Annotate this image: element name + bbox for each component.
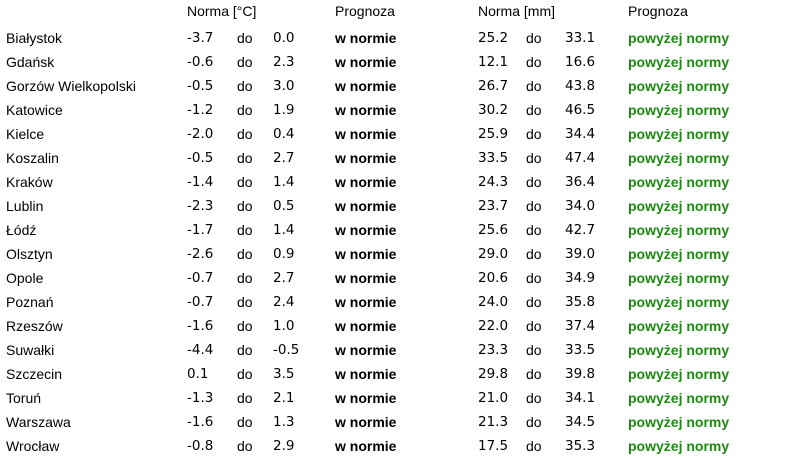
precipitation-range-separator: do — [526, 30, 542, 46]
temperature-range-separator: do — [237, 222, 253, 238]
precipitation-forecast: powyżej normy — [628, 54, 730, 70]
temperature-norm-min: -0.7 — [187, 270, 214, 286]
temperature-norm-min: 0.1 — [187, 366, 209, 382]
temperature-norm-max: 1.4 — [273, 222, 295, 238]
header-temperature-forecast: Prognoza — [335, 3, 395, 19]
temperature-range-separator: do — [237, 294, 253, 310]
city-name: Wrocław — [6, 438, 60, 454]
temperature-range-separator: do — [237, 102, 253, 118]
precipitation-forecast: powyżej normy — [628, 30, 730, 46]
table-row — [0, 242, 800, 266]
precipitation-forecast: powyżej normy — [628, 174, 730, 190]
precipitation-range-separator: do — [526, 366, 542, 382]
temperature-range-separator: do — [237, 198, 253, 214]
temperature-range-separator: do — [237, 150, 253, 166]
temperature-norm-min: -1.4 — [187, 174, 214, 190]
precipitation-forecast: powyżej normy — [628, 222, 730, 238]
temperature-norm-max: 3.5 — [273, 366, 295, 382]
temperature-norm-min: -1.2 — [187, 102, 214, 118]
city-name: Poznań — [6, 294, 54, 310]
precipitation-norm-min: 25.2 — [478, 30, 509, 46]
table-row — [0, 410, 800, 434]
temperature-range-separator: do — [237, 126, 253, 142]
precipitation-forecast: powyżej normy — [628, 318, 730, 334]
temperature-range-separator: do — [237, 78, 253, 94]
precipitation-norm-max: 33.1 — [565, 30, 596, 46]
table-body — [0, 26, 800, 458]
city-name: Olsztyn — [6, 246, 53, 262]
temperature-forecast: w normie — [335, 294, 397, 310]
table-row — [0, 218, 800, 242]
precipitation-norm-max: 33.5 — [565, 342, 596, 358]
temperature-range-separator: do — [237, 270, 253, 286]
precipitation-norm-max: 35.3 — [565, 438, 596, 454]
city-name: Gorzów Wielkopolski — [6, 78, 136, 94]
table-row — [0, 362, 800, 386]
header-precipitation-forecast: Prognoza — [628, 3, 688, 19]
temperature-norm-min: -2.3 — [187, 198, 214, 214]
temperature-forecast: w normie — [335, 270, 397, 286]
precipitation-forecast: powyżej normy — [628, 150, 730, 166]
city-name: Lublin — [6, 198, 44, 214]
temperature-forecast: w normie — [335, 246, 397, 262]
precipitation-range-separator: do — [526, 78, 542, 94]
temperature-forecast: w normie — [335, 54, 397, 70]
table-row — [0, 434, 800, 458]
temperature-forecast: w normie — [335, 342, 397, 358]
city-name: Szczecin — [6, 366, 63, 382]
temperature-norm-max: 2.3 — [273, 54, 295, 70]
precipitation-norm-max: 16.6 — [565, 54, 596, 70]
temperature-norm-max: 2.9 — [273, 438, 295, 454]
temperature-forecast: w normie — [335, 390, 397, 406]
temperature-norm-min: -1.3 — [187, 390, 214, 406]
precipitation-forecast: powyżej normy — [628, 102, 730, 118]
temperature-norm-max: 3.0 — [273, 78, 295, 94]
temperature-norm-min: -0.8 — [187, 438, 214, 454]
city-name: Koszalin — [6, 150, 59, 166]
temperature-forecast: w normie — [335, 78, 397, 94]
table-row — [0, 170, 800, 194]
temperature-forecast: w normie — [335, 30, 397, 46]
temperature-norm-min: -1.6 — [187, 318, 214, 334]
temperature-range-separator: do — [237, 366, 253, 382]
precipitation-range-separator: do — [526, 294, 542, 310]
precipitation-range-separator: do — [526, 222, 542, 238]
precipitation-norm-max: 39.0 — [565, 246, 596, 262]
precipitation-range-separator: do — [526, 390, 542, 406]
precipitation-forecast: powyżej normy — [628, 342, 730, 358]
table-row — [0, 122, 800, 146]
precipitation-range-separator: do — [526, 54, 542, 70]
city-name: Toruń — [6, 390, 42, 406]
table-row — [0, 26, 800, 50]
city-name: Warszawa — [6, 414, 71, 430]
precipitation-forecast: powyżej normy — [628, 294, 730, 310]
precipitation-range-separator: do — [526, 318, 542, 334]
city-name: Kielce — [6, 126, 45, 142]
table-row — [0, 98, 800, 122]
precipitation-forecast: powyżej normy — [628, 414, 730, 430]
precipitation-norm-max: 34.1 — [565, 390, 596, 406]
header-precipitation-norm: Norma [mm] — [478, 3, 555, 19]
precipitation-norm-min: 23.7 — [478, 198, 509, 214]
temperature-norm-min: -1.6 — [187, 414, 214, 430]
temperature-range-separator: do — [237, 30, 253, 46]
precipitation-norm-min: 24.0 — [478, 294, 509, 310]
temperature-norm-min: -3.7 — [187, 30, 214, 46]
temperature-forecast: w normie — [335, 198, 397, 214]
precipitation-norm-min: 21.0 — [478, 390, 509, 406]
precipitation-range-separator: do — [526, 414, 542, 430]
precipitation-norm-max: 47.4 — [565, 150, 596, 166]
temperature-norm-min: -0.5 — [187, 150, 214, 166]
precipitation-forecast: powyżej normy — [628, 366, 730, 382]
precipitation-norm-min: 33.5 — [478, 150, 509, 166]
temperature-norm-min: -0.5 — [187, 78, 214, 94]
temperature-norm-max: 1.0 — [273, 318, 295, 334]
temperature-forecast: w normie — [335, 366, 397, 382]
temperature-forecast: w normie — [335, 438, 397, 454]
precipitation-range-separator: do — [526, 438, 542, 454]
precipitation-range-separator: do — [526, 102, 542, 118]
table-row — [0, 146, 800, 170]
precipitation-norm-max: 42.7 — [565, 222, 596, 238]
precipitation-norm-min: 25.6 — [478, 222, 509, 238]
temperature-norm-min: -0.6 — [187, 54, 214, 70]
city-name: Białystok — [6, 30, 63, 46]
precipitation-forecast: powyżej normy — [628, 126, 730, 142]
precipitation-norm-min: 22.0 — [478, 318, 509, 334]
precipitation-norm-min: 12.1 — [478, 54, 509, 70]
precipitation-norm-min: 24.3 — [478, 174, 509, 190]
precipitation-norm-min: 21.3 — [478, 414, 509, 430]
temperature-norm-max: 0.9 — [273, 246, 295, 262]
temperature-forecast: w normie — [335, 174, 397, 190]
temperature-norm-min: -1.7 — [187, 222, 214, 238]
table-row — [0, 194, 800, 218]
temperature-range-separator: do — [237, 318, 253, 334]
precipitation-range-separator: do — [526, 198, 542, 214]
precipitation-range-separator: do — [526, 342, 542, 358]
precipitation-norm-min: 25.9 — [478, 126, 509, 142]
precipitation-norm-max: 37.4 — [565, 318, 596, 334]
precipitation-forecast: powyżej normy — [628, 270, 730, 286]
temperature-norm-max: 2.4 — [273, 294, 295, 310]
table-row — [0, 50, 800, 74]
table-row — [0, 338, 800, 362]
city-name: Łódź — [6, 222, 37, 238]
city-name: Rzeszów — [6, 318, 63, 334]
precipitation-norm-min: 30.2 — [478, 102, 509, 118]
precipitation-range-separator: do — [526, 174, 542, 190]
table-row — [0, 74, 800, 98]
temperature-forecast: w normie — [335, 318, 397, 334]
precipitation-norm-min: 17.5 — [478, 438, 509, 454]
precipitation-forecast: powyżej normy — [628, 390, 730, 406]
table-row — [0, 386, 800, 410]
temperature-norm-max: 1.4 — [273, 174, 295, 190]
precipitation-norm-max: 34.5 — [565, 414, 596, 430]
precipitation-range-separator: do — [526, 126, 542, 142]
precipitation-norm-min: 20.6 — [478, 270, 509, 286]
temperature-norm-max: 0.5 — [273, 198, 295, 214]
precipitation-forecast: powyżej normy — [628, 198, 730, 214]
precipitation-forecast: powyżej normy — [628, 438, 730, 454]
temperature-range-separator: do — [237, 414, 253, 430]
temperature-range-separator: do — [237, 246, 253, 262]
precipitation-norm-max: 34.4 — [565, 126, 596, 142]
city-name: Kraków — [6, 174, 53, 190]
table-row — [0, 290, 800, 314]
temperature-forecast: w normie — [335, 102, 397, 118]
header-temperature-norm: Norma [°C] — [187, 3, 257, 19]
city-name: Opole — [6, 270, 44, 286]
precipitation-forecast: powyżej normy — [628, 78, 730, 94]
temperature-norm-max: 1.3 — [273, 414, 295, 430]
precipitation-forecast: powyżej normy — [628, 246, 730, 262]
temperature-forecast: w normie — [335, 126, 397, 142]
temperature-range-separator: do — [237, 174, 253, 190]
precipitation-norm-max: 46.5 — [565, 102, 596, 118]
table-row — [0, 266, 800, 290]
city-name: Gdańsk — [6, 54, 55, 70]
temperature-norm-min: -4.4 — [187, 342, 214, 358]
temperature-forecast: w normie — [335, 150, 397, 166]
precipitation-norm-max: 36.4 — [565, 174, 596, 190]
temperature-norm-min: -0.7 — [187, 294, 214, 310]
temperature-norm-max: 2.7 — [273, 270, 295, 286]
table-header-row — [0, 0, 800, 26]
precipitation-range-separator: do — [526, 246, 542, 262]
temperature-forecast: w normie — [335, 222, 397, 238]
precipitation-norm-max: 34.0 — [565, 198, 596, 214]
precipitation-norm-min: 23.3 — [478, 342, 509, 358]
city-name: Suwałki — [6, 342, 55, 358]
precipitation-norm-max: 43.8 — [565, 78, 596, 94]
precipitation-norm-max: 35.8 — [565, 294, 596, 310]
precipitation-norm-max: 34.9 — [565, 270, 596, 286]
precipitation-norm-min: 29.0 — [478, 246, 509, 262]
temperature-norm-max: 0.4 — [273, 126, 295, 142]
temperature-norm-min: -2.0 — [187, 126, 214, 142]
precipitation-norm-max: 39.8 — [565, 366, 596, 382]
precipitation-norm-min: 26.7 — [478, 78, 509, 94]
temperature-range-separator: do — [237, 390, 253, 406]
city-name: Katowice — [6, 102, 63, 118]
temperature-range-separator: do — [237, 54, 253, 70]
precipitation-norm-min: 29.8 — [478, 366, 509, 382]
precipitation-range-separator: do — [526, 150, 542, 166]
temperature-norm-min: -2.6 — [187, 246, 214, 262]
table-row — [0, 314, 800, 338]
temperature-norm-max: 0.0 — [273, 30, 295, 46]
temperature-range-separator: do — [237, 438, 253, 454]
temperature-norm-max: -0.5 — [273, 342, 300, 358]
temperature-range-separator: do — [237, 342, 253, 358]
precipitation-range-separator: do — [526, 270, 542, 286]
temperature-norm-max: 2.1 — [273, 390, 295, 406]
temperature-norm-max: 1.9 — [273, 102, 295, 118]
temperature-norm-max: 2.7 — [273, 150, 295, 166]
temperature-forecast: w normie — [335, 414, 397, 430]
